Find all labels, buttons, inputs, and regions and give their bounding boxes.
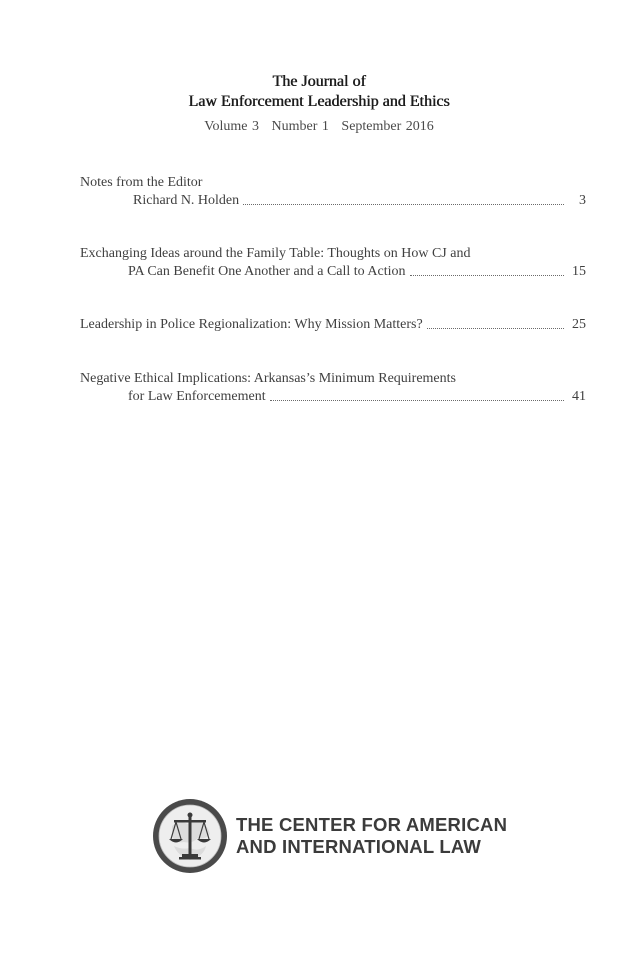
toc-entry-title: Exchanging Ideas around the Family Table: Thoughts on How CJ and [80,246,471,261]
dot-leader [270,399,564,401]
toc-entry-editor-notes[interactable] [80,174,586,210]
toc-entry-title: Notes from the Editor [80,175,203,190]
toc-entry-title: Leadership in Police Regionalization: Why Mission Matters? [80,317,423,332]
volume-label: Volume 3 [204,119,260,134]
number-label: Number 1 [271,119,329,134]
toc-entry-title-continued: PA Can Benefit One Another and a Call to Action [128,264,406,279]
toc-page-number: 3 [579,193,586,208]
toc-page-number: 41 [572,389,586,404]
toc-entry-ethical-implications[interactable] [80,370,586,406]
date-label: September 2016 [341,119,434,134]
logo-line-2: AND INTERNATIONAL LAW [236,836,482,857]
dot-leader [243,203,564,205]
toc-entry-title-continued: for Law Enforcemement [128,389,266,404]
issue-line [0,119,638,135]
toc-entry-title: Negative Ethical Implications: Arkansas’s Minimum Requirements [80,371,456,386]
center-logo [150,796,530,876]
dot-leader [410,274,564,276]
logo-line-1: THE CENTER FOR AMERICAN [236,814,508,835]
toc-page-number: 15 [572,264,586,279]
toc-entry-police-regionalization[interactable] [80,316,586,334]
dot-leader [427,327,564,329]
toc-page-number: 25 [572,317,586,332]
journal-title: The Journal of [272,73,366,90]
journal-subtitle: Law Enforcement Leadership and Ethics [188,93,450,110]
toc-entry-exchanging-ideas[interactable] [80,245,586,281]
toc-entry-author: Richard N. Holden [133,193,240,208]
scales-of-justice-icon [150,796,230,876]
